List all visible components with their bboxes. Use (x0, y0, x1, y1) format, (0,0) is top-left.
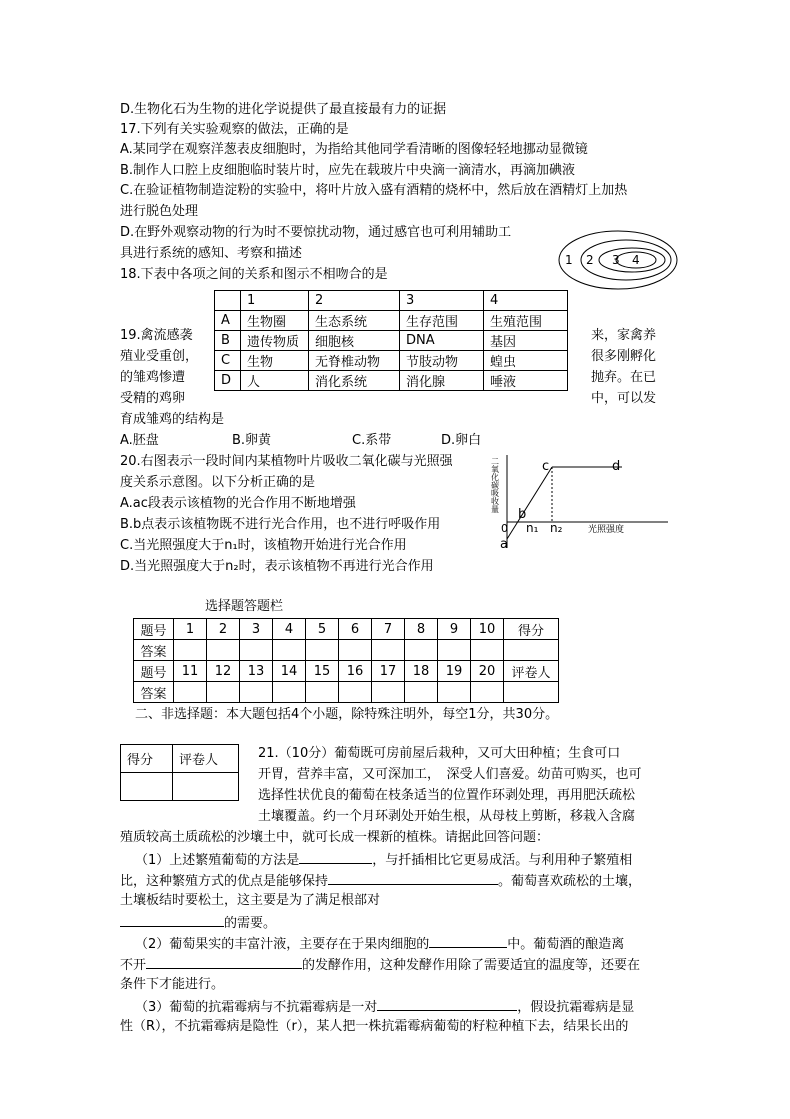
table-cell: 无脊椎动物 (309, 351, 400, 371)
q21-line-2: 开胃，营养丰富，又可深加工， 深受人们喜爱。幼苗可购买，也可 (258, 767, 642, 782)
table-row (215, 351, 568, 371)
answer-cell[interactable] (405, 640, 438, 661)
table-cell: 消化系统 (309, 371, 400, 391)
y-axis-label: 二氧化碳吸收量 (490, 457, 500, 513)
q16-option-d: D.生物化石为生物的进化学说提供了最直接最有力的证据 (120, 102, 447, 117)
q19-left-2: 殖业受重创， (120, 349, 199, 364)
score-header: 得分 (121, 745, 173, 773)
q21-part-2-line-3: 条件下才能进行。 (120, 977, 225, 992)
table-row (121, 745, 239, 773)
q21-p1-text-a: （1）上述繁殖葡萄的方法是 (135, 853, 300, 868)
table-cell: 14 (273, 661, 306, 682)
q21-p3-text-b: ，假设抗霜霉病是显 (517, 1000, 635, 1015)
q19-option-c: C.系带 (352, 433, 392, 448)
q21-line-1: 21.（10分）葡萄既可房前屋后栽种，又可大田种植；生食可口 (258, 746, 621, 761)
q21-part-1-line-2 (120, 871, 641, 890)
table-cell: 生殖范围 (484, 311, 568, 331)
answer-blank[interactable] (429, 934, 507, 948)
table-cell: 答案 (134, 640, 174, 661)
table-cell: 人 (241, 371, 309, 391)
q21-p3-text-a: （3）葡萄的抗霜霉病与不抗霜霉病是一对 (135, 1000, 378, 1015)
q17-option-c: C.在验证植物制造淀粉的实验中，将叶片放入盛有酒精的烧杯中，然后放在酒精灯上加热 (120, 183, 628, 198)
q20-option-d: D.当光照强度大于n₂时，表示该植物不再进行光合作用 (120, 559, 434, 574)
answer-cell[interactable] (339, 640, 372, 661)
q21-line-3: 选择性状优良的葡萄在枝条适当的位置作环剥处理，再用肥沃疏松 (258, 788, 636, 803)
tick-n1-label: n₁ (526, 521, 539, 535)
table-cell: 11 (174, 661, 207, 682)
q20-option-a: A.ac段表示该植物的光合作用不断地增强 (120, 496, 356, 511)
table-cell: D (215, 371, 241, 391)
q20-co2-light-graph (492, 452, 672, 552)
table-cell: 4 (273, 619, 306, 640)
q17-option-a: A.某同学在观察洋葱表皮细胞时，为指给其他同学看清晰的图像轻轻地挪动显微镜 (120, 142, 588, 157)
q21-part-1-line-3: 土壤板结时要松土，这主要是为了满足根部对 (120, 893, 381, 908)
diagram-label-2: 2 (586, 253, 594, 267)
q21-p2-text-c: 不开 (120, 958, 147, 973)
point-c-label: c (542, 459, 550, 474)
answer-cell[interactable] (273, 640, 306, 661)
q21-line-5: 殖质较高土质疏松的沙壤土中，就可长成一棵新的植株。请据此回答问题： (120, 830, 550, 845)
table-cell: 3 (400, 291, 484, 311)
table-cell: 细胞核 (309, 331, 400, 351)
diagram-label-3: 3 (612, 253, 620, 267)
table-row (134, 619, 559, 640)
table-row (121, 773, 239, 801)
answer-cell[interactable] (240, 640, 273, 661)
answer-table (133, 618, 559, 703)
table-cell: 节肢动物 (400, 351, 484, 371)
table-row (215, 291, 568, 311)
score-cell[interactable] (504, 640, 559, 661)
q20-stem-cont: 度关系示意图。以下分析正确的是 (120, 475, 316, 490)
answer-blank[interactable] (377, 997, 517, 1011)
table-cell: 评卷人 (504, 661, 559, 682)
point-a-label: a (500, 537, 508, 552)
q21-p1-text-b: ，与扦插相比它更易成活。与利用种子繁殖相 (372, 853, 633, 868)
table-cell: 13 (240, 661, 273, 682)
table-cell (215, 291, 241, 311)
table-cell: B (215, 331, 241, 351)
table-row (215, 371, 568, 391)
q21-part-1-line-1 (135, 850, 632, 869)
q20-stem: 20.右图表示一段时间内某植物叶片吸收二氧化碳与光照强 (120, 454, 453, 469)
table-cell: 20 (471, 661, 504, 682)
answer-cell[interactable] (438, 682, 471, 703)
q20-option-b: B.b点表示该植物既不进行光合作用，也不进行呼吸作用 (120, 517, 441, 532)
q21-p1-text-d: 。葡萄喜欢疏松的土壤， (498, 874, 642, 889)
table-cell: 生物圈 (241, 311, 309, 331)
table-cell: 6 (339, 619, 372, 640)
table-cell: 2 (309, 291, 400, 311)
table-cell: 生存范围 (400, 311, 484, 331)
q19-left-3: 的雏鸡惨遭 (120, 370, 186, 385)
table-cell: 唾液 (484, 371, 568, 391)
q17-option-d: D.在野外观察动物的行为时不要惊扰动物，通过感官也可利用辅助工 (120, 225, 512, 240)
q19-right-3: 抛弃。在已 (591, 370, 657, 385)
diagram-label-1: 1 (565, 253, 573, 267)
q17-stem: 17.下列有关实验观察的做法，正确的是 (120, 122, 349, 137)
q18-table (214, 290, 568, 391)
answer-cell[interactable] (471, 682, 504, 703)
table-cell: 15 (306, 661, 339, 682)
table-row (134, 682, 559, 703)
score-input-cell[interactable] (121, 773, 173, 801)
answer-blank[interactable] (328, 871, 498, 885)
table-row (134, 661, 559, 682)
q21-p1-text-c: 比，这种繁殖方式的优点是能够保持 (120, 874, 329, 889)
table-row (215, 331, 568, 351)
section-2-heading: 二、非选择题：本大题包括4个小题，除特殊注明外，每空1分，共30分。 (135, 707, 559, 722)
q19-right-2: 很多刚孵化 (591, 349, 657, 364)
q21-p2-text-a: （2）葡萄果实的丰富汁液，主要存在于果肉细胞的 (135, 937, 430, 952)
q19-option-a: A.胚盘 (120, 433, 159, 448)
table-cell: 蝗虫 (484, 351, 568, 371)
table-cell: 12 (207, 661, 240, 682)
q21-p2-text-b: 中。葡萄酒的酿造离 (507, 937, 625, 952)
table-cell: 2 (207, 619, 240, 640)
q19-right-1: 来，家禽养 (591, 328, 657, 343)
grader-input-cell[interactable] (173, 773, 239, 801)
table-cell: 题号 (134, 619, 174, 640)
q19-option-d: D.卵白 (441, 433, 482, 448)
answer-cell[interactable] (405, 682, 438, 703)
tick-n2-label: n₂ (550, 521, 563, 535)
table-cell: 得分 (504, 619, 559, 640)
table-cell: A (215, 311, 241, 331)
q17-option-b: B.制作人口腔上皮细胞临时装片时，应先在载玻片中央滴一滴清水，再滴加碘液 (120, 163, 576, 178)
answer-cell[interactable] (207, 682, 240, 703)
table-cell: 基因 (484, 331, 568, 351)
table-cell: 5 (306, 619, 339, 640)
table-cell: 生态系统 (309, 311, 400, 331)
table-cell: 10 (471, 619, 504, 640)
answer-cell[interactable] (174, 682, 207, 703)
table-cell: 答案 (134, 682, 174, 703)
table-cell: 题号 (134, 661, 174, 682)
table-cell: 4 (484, 291, 568, 311)
answer-cell[interactable] (372, 682, 405, 703)
q17-option-c-cont: 进行脱色处理 (120, 204, 199, 219)
origin-label: 0 (501, 522, 508, 535)
grader-cell[interactable] (504, 682, 559, 703)
table-cell: 9 (438, 619, 471, 640)
q21-p2-text-d: 的发酵作用，这种发酵作用除了需要适宜的温度等，还要在 (302, 958, 641, 973)
table-cell: 1 (174, 619, 207, 640)
table-cell: 8 (405, 619, 438, 640)
answer-cell[interactable] (207, 640, 240, 661)
diagram-label-4: 4 (632, 253, 640, 267)
table-cell: C (215, 351, 241, 371)
q21-part-3-line-1 (135, 997, 634, 1016)
table-row (215, 311, 568, 331)
q19-left-4: 受精的鸡卵 (120, 391, 186, 406)
grader-header: 评卷人 (173, 745, 239, 773)
table-cell: 18 (405, 661, 438, 682)
table-cell: 3 (240, 619, 273, 640)
answer-cell[interactable] (273, 682, 306, 703)
answer-cell[interactable] (471, 640, 504, 661)
table-cell: 1 (241, 291, 309, 311)
q19-left-1: 19.禽流感袭 (120, 328, 193, 343)
table-cell: 生物 (241, 351, 309, 371)
table-cell: 7 (372, 619, 405, 640)
q21-line-4: 土壤覆盖。约一个月环剥处开始生根，从母枝上剪断，移栽入含腐 (258, 809, 636, 824)
table-row (134, 640, 559, 661)
table-cell: 遗传物质 (241, 331, 309, 351)
answer-cell[interactable] (306, 682, 339, 703)
q21-part-2-line-2 (120, 955, 640, 974)
table-cell: 17 (372, 661, 405, 682)
q19-option-b: B.卵黄 (232, 433, 272, 448)
q21-part-1-line-4 (120, 913, 276, 932)
answer-cell[interactable] (306, 640, 339, 661)
answer-blank[interactable] (146, 955, 302, 969)
answer-blank[interactable] (120, 913, 224, 927)
point-d-label: d (612, 459, 621, 474)
answer-blank[interactable] (299, 850, 372, 864)
q17-option-d-cont: 具进行系统的感知、考察和描述 (120, 246, 303, 261)
q21-part-2-line-1 (135, 934, 624, 953)
q18-stem: 18.下表中各项之间的关系和图示不相吻合的是 (120, 267, 388, 282)
point-b-label: b (518, 507, 527, 522)
q21-score-box (120, 744, 239, 801)
table-cell: DNA (400, 331, 484, 351)
answer-cell[interactable] (372, 640, 405, 661)
answer-table-title: 选择题答题栏 (205, 599, 284, 614)
answer-cell[interactable] (174, 640, 207, 661)
answer-cell[interactable] (240, 682, 273, 703)
q20-option-c: C.当光照强度大于n₁时，该植物开始进行光合作用 (120, 538, 407, 553)
q19-line-5: 育成雏鸡的结构是 (120, 412, 225, 427)
table-cell: 消化腺 (400, 371, 484, 391)
table-cell: 19 (438, 661, 471, 682)
answer-cell[interactable] (438, 640, 471, 661)
q19-right-4: 中，可以发 (591, 391, 657, 406)
table-cell: 16 (339, 661, 372, 682)
q21-part-3-line-2: 性（R），不抗霜霉病是隐性（r），某人把一株抗霜霉病葡萄的籽粒种植下去，结果长出的 (120, 1019, 629, 1034)
q18-nested-ellipse-diagram (556, 228, 680, 292)
q21-p1-text-f: 的需要。 (224, 916, 277, 931)
answer-cell[interactable] (339, 682, 372, 703)
x-axis-label: 光照强度 (588, 525, 625, 535)
